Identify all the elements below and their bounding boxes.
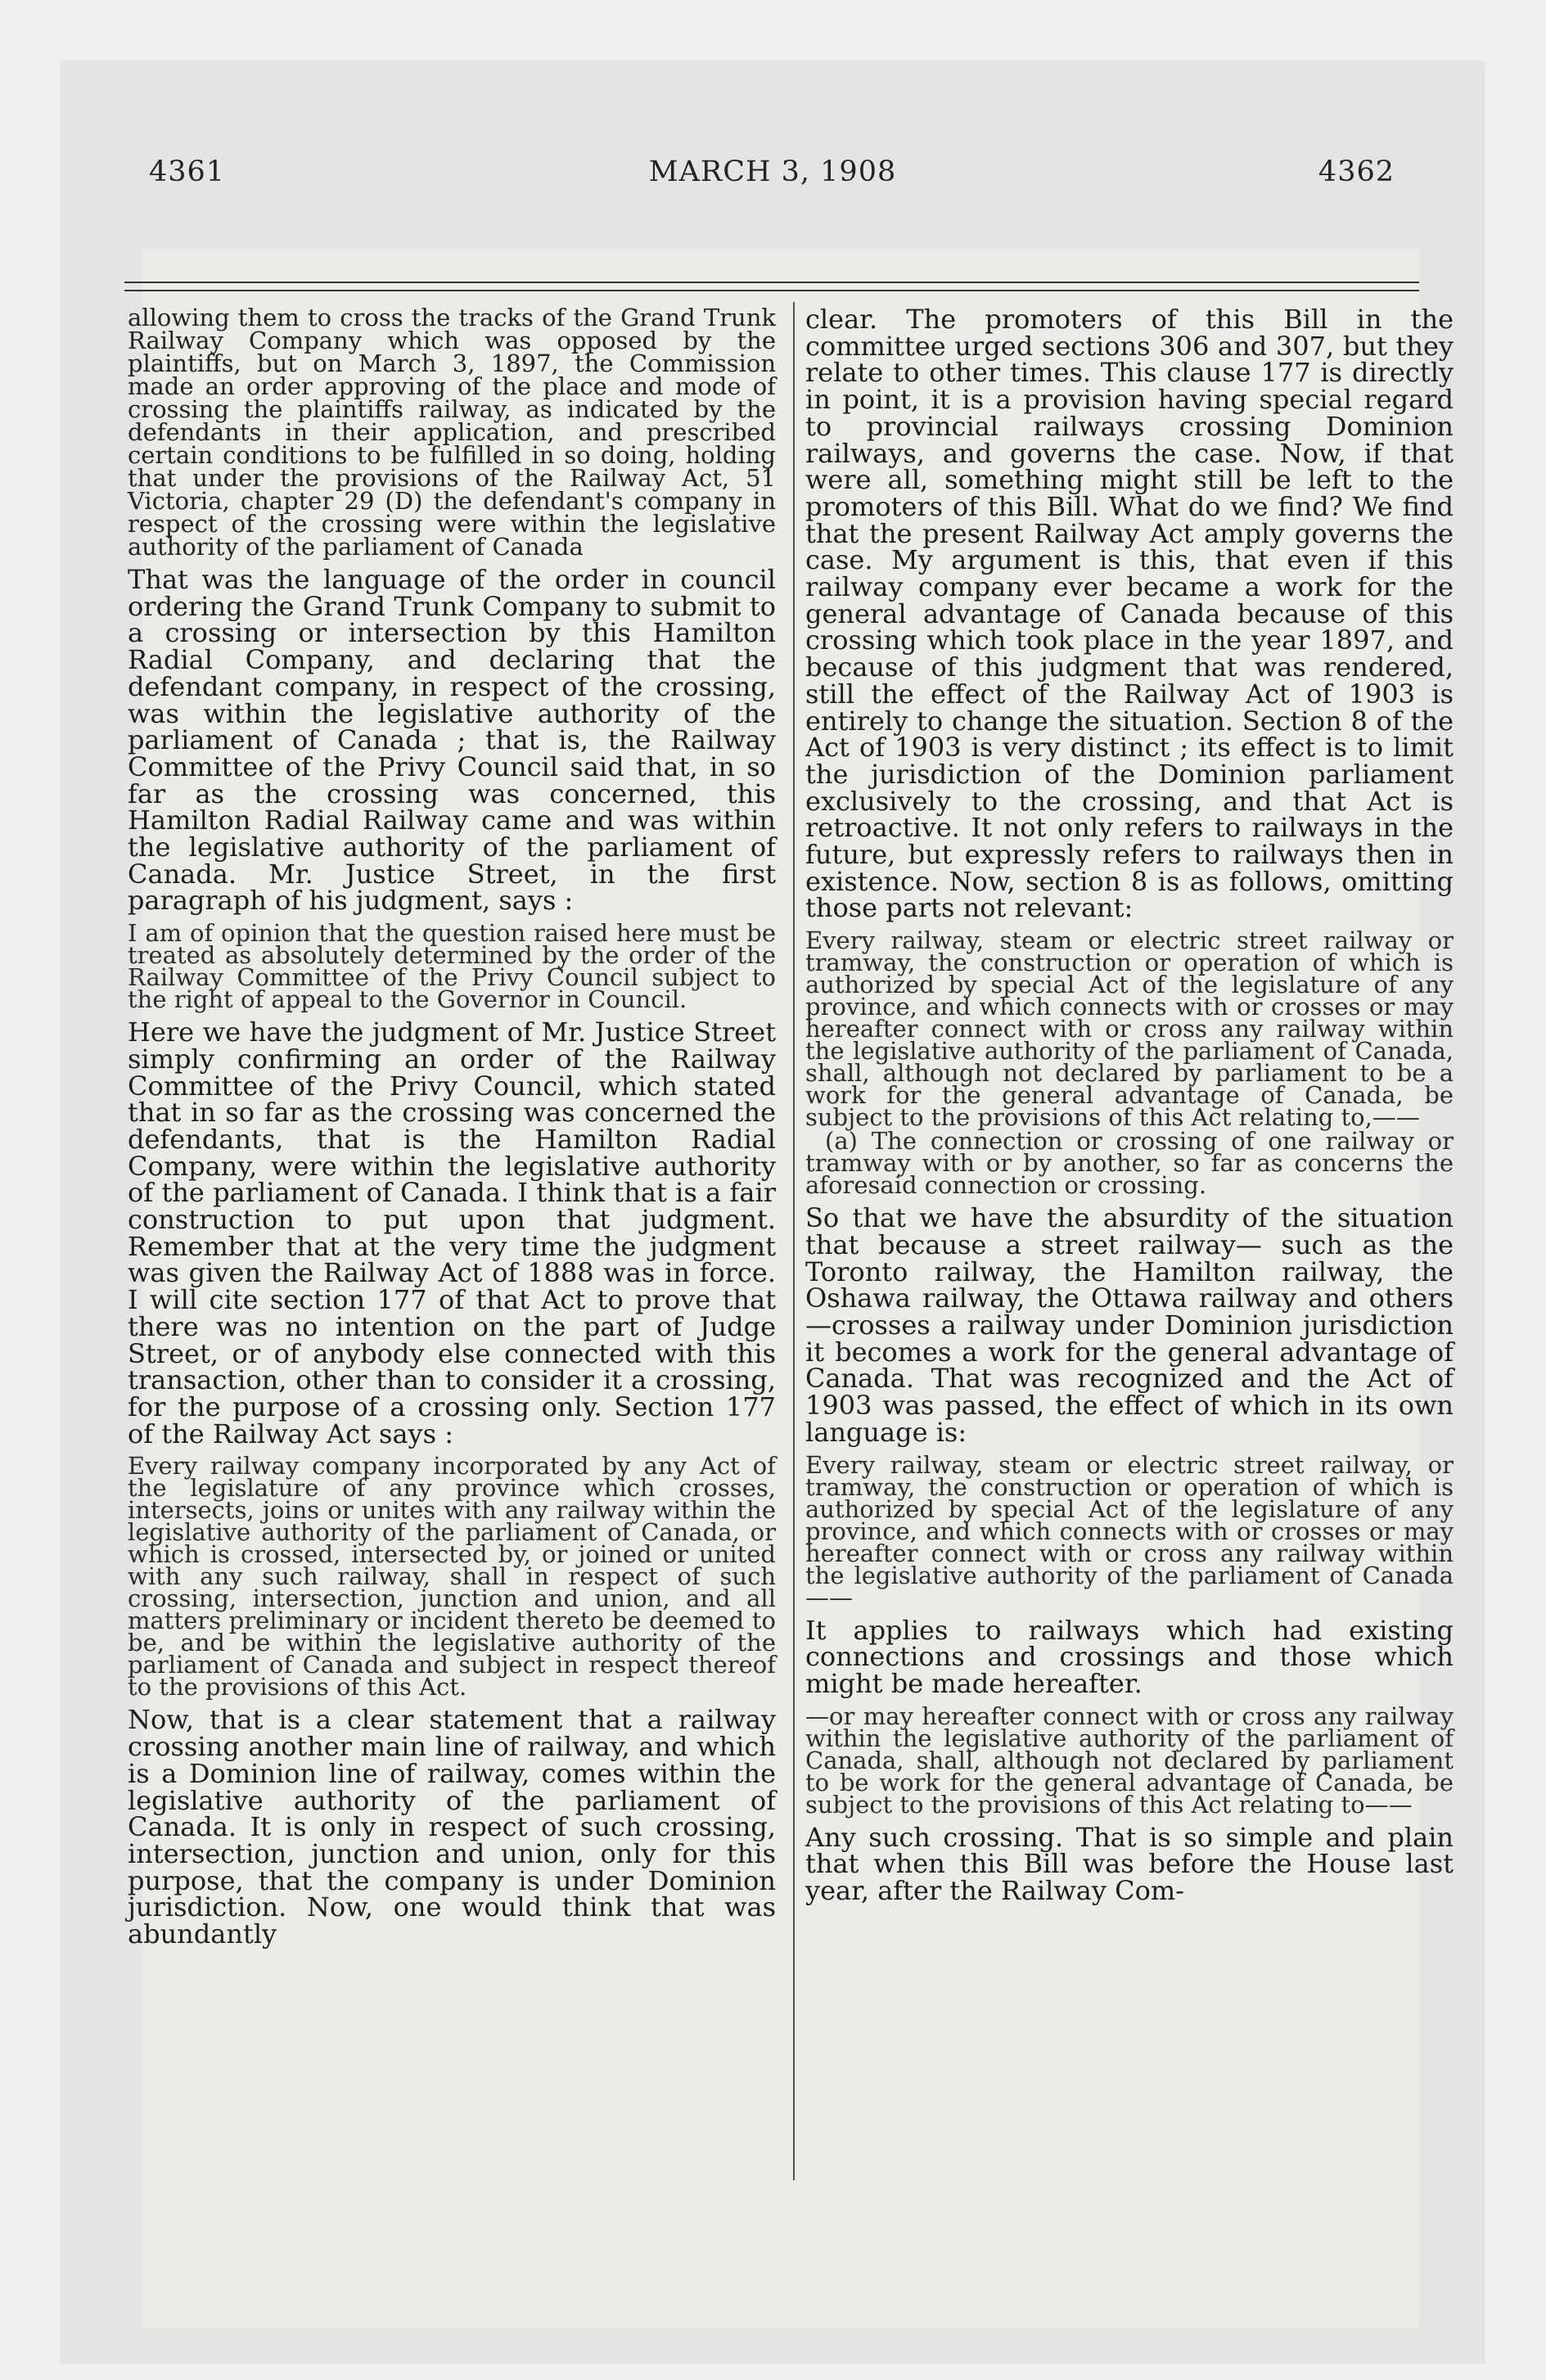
right-column [805,304,1454,1907]
body-paragraph: So that we have the absurdity of the situation that because a street railway— such as the Toronto railway, the Hamilton railway, the Oshawa railway, the Ottawa railway and others—crosses a railway under Dominion jurisdiction it becomes a work for the general advantage of Canada. That was recognized and the Act of 1903 was passed, the effect of which in its own language is: [805,1202,1454,1448]
scan-frame [61,61,1485,2364]
body-paragraph: clear. The promoters of this Bill in the committee urged sections 306 and 307, but they relate to other times. This clause 177 is directly in point, it is a provision having special regard to provincial railways crossing Dominion railways, and governs the case. Now, if that were all, something might still be left to the promoters of this Bill. What do we find? We find that the present Railway Act amply governs the case. My argument is this, that even if this railway company ever became a work for the general advantage of Canada because of this crossing which took place in the year 1897, and because of this judgment that was rendered, still the effect of the Railway Act of 1903 is entirely to change the situation. Section 8 of the Act of 1903 is very distinct ; its effect is to limit the jurisdiction of the Dominion parliament exclusively to the crossing, and that Act is retroactive. It not only refers to railways in the future, but expressly refers to railways then in existence. Now, section 8 is as follows, omitting those parts not relevant: [805,304,1454,924]
paper-page [61,61,1485,2364]
page-number-left: 4361 [149,156,226,188]
body-paragraph: It applies to railways which had existing connections and crossings and those which might be made hereafter. [805,1614,1454,1699]
quoted-paragraph: Every railway, steam or electric street railway or tramway, the construction or operation of which is authorized by special Act of the legislature of any province, and which connects with or crosses or may hereafter connect with or cross any railway within the legislative authority of the parliament of Canada, shall, although not declared by parliament to be a work for the general advantage of Canada, be subject to the provisions of this Act relating to,—— [805,926,1454,1132]
body-paragraph: Any such crossing. That is so simple and plain that when this Bill was before the House last year, after the Railway Com- [805,1821,1454,1907]
body-paragraph: That was the language of the order in council ordering the Grand Trunk Company to submit to a crossing or intersection by this Hamilton Radial Company, and declaring that the defendant company, in respect of the crossing, was within the legislative authority of the parliament of Canada ; that is, the Railway Committee of the Privy Council said that, in so far as the crossing was concerned, this Hamilton Radial Railway came and was within the legislative authority of the parliament of Canada. Mr. Justice Street, in the first paragraph of his judgment, says : [128,564,776,917]
body-paragraph: Here we have the judgment of Mr. Justice Street simply confirming an order of the Railway Committee of the Privy Council, which stated that in so far as the crossing was concerned the defendants, that is the Hamilton Radial Company, were within the legislative authority of the parliament of Canada. I think that is a fair construction to put upon that judgment. Remember that at the very time the judgment was given the Railway Act of 1888 was in force. I will cite section 177 of that Act to prove that there was no intention on the part of Judge Street, or of anybody else connected with this transaction, other than to consider it a crossing, for the purpose of a crossing only. Section 177 of the Railway Act says : [128,1016,776,1449]
body-paragraph: allowing them to cross the tracks of the Grand Trunk Railway Company which was opposed by the plaintiffs, but on March 3, 1897, the Commission made an order approving of the place and mode of crossing the plaintiffs railway, as indicated by the defendants in their application, and prescribed certain conditions to be fulfilled in so doing, holding that under the provisions of the Railway Act, 51 Victoria, chapter 29 (D) the defendant's company in respect of the crossing were within the legislative authority of the parliament of Canada [128,304,776,561]
column-divider [793,302,795,2180]
body-paragraph: Now, that is a clear statement that a railway crossing another main line of railway, and which is a Dominion line of railway, comes within the legislative authority of the parliament of Canada. It is only in respect of such crossing, intersection, junction and union, only for this purpose, that the company is under Dominion jurisdiction. Now, one would think that was abundantly [128,1704,776,1950]
quoted-paragraph: Every railway, steam or electric street railway, or tramway, the construction or operation of which is authorized by special Act of the legislature of any province, and which connects with or crosses or may hereafter connect with or cross any railway within the legislative authority of the parliament of Canada—— [805,1450,1454,1611]
header-rule [124,282,1419,283]
quoted-paragraph: —or may hereafter connect with or cross any railway within the legislative authority of the parliament of Canada, shall, although not declared by parliament to be work for the general advantage of Canada, be subject to the provisions of this Act relating to—— [805,1702,1454,1819]
quoted-paragraph: (a) The connection or crossing of one railway or tramway with or by another, so far as concerns the aforesaid connection or crossing. [805,1127,1454,1200]
quoted-paragraph: Every railway company incorporated by any Act of the legislature of any province which crosses, intersects, joins or unites with any railway within the legislative authority of the parliament of Canada, or which is crossed, intersected by, or joined or united with any such railway, shall in respect of such crossing, intersection, junction and union, and all matters preliminary or incident thereto be deemed to be, and be within the legislative authority of the parliament of Canada and subject in respect thereof to the provisions of this Act. [128,1452,776,1702]
quoted-paragraph: I am of opinion that the question raised here must be treated as absolutely determined by the order of the Railway Committee of the Privy Council subject to the right of appeal to the Governor in Council. [128,919,776,1014]
header-rule [124,290,1419,291]
left-column [128,306,776,1948]
page-date-header: MARCH 3, 1908 [648,156,897,188]
page-number-right: 4362 [1318,156,1395,188]
